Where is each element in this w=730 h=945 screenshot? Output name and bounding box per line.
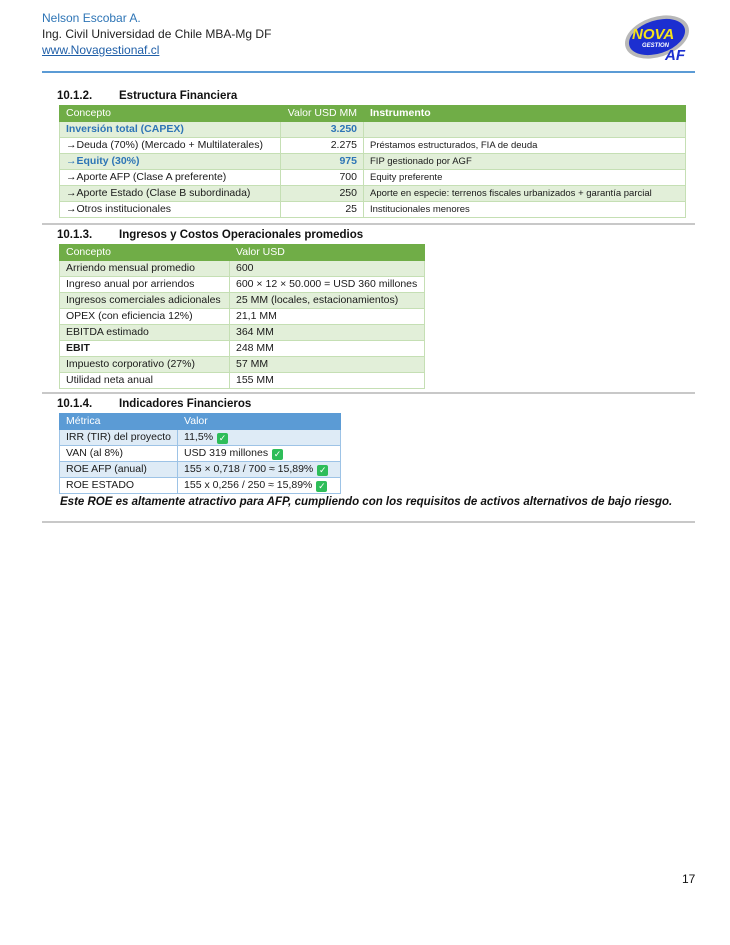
section-number: 10.1.3. — [57, 229, 93, 241]
cell-concepto: Inversión total (CAPEX) — [60, 122, 281, 138]
cell-concepto: Impuesto corporativo (27%) — [60, 357, 230, 373]
table-row — [60, 186, 686, 202]
logo-text-nova: NOVA — [632, 26, 675, 43]
cell-valor: 21,1 MM — [230, 309, 425, 325]
section-number: 10.1.4. — [57, 398, 93, 410]
column-header-concepto: Concepto — [60, 106, 281, 122]
cell-concepto: →Otros institucionales — [60, 202, 281, 218]
nova-gestion-logo — [623, 14, 695, 64]
table-row — [60, 138, 686, 154]
column-header-valor: Valor USD MM — [281, 106, 364, 122]
page-number: 17 — [682, 872, 696, 886]
cell-metrica: ROE ESTADO — [60, 478, 178, 494]
table-header-row — [60, 245, 425, 261]
check-icon: ✓ — [319, 465, 327, 475]
cell-concepto: OPEX (con eficiencia 12%) — [60, 309, 230, 325]
check-icon: ✓ — [318, 481, 326, 491]
header-divider — [42, 71, 695, 73]
page-header — [42, 10, 271, 58]
cell-valor: 25 MM (locales, estacionamientos) — [230, 293, 425, 309]
cell-valor — [178, 446, 341, 462]
cell-valor: 248 MM — [230, 341, 425, 357]
check-icon: ✓ — [273, 449, 282, 459]
website-link[interactable]: www.Novagestionaf.cl — [42, 43, 160, 57]
logo-text-af: AF — [665, 47, 685, 64]
table-row — [60, 202, 686, 218]
table-row — [60, 154, 686, 170]
cell-valor — [178, 478, 341, 494]
table-row — [60, 373, 425, 389]
cell-valor: 975 — [281, 154, 364, 170]
table-header-row — [60, 414, 341, 430]
cell-metrica: IRR (TIR) del proyecto — [60, 430, 178, 446]
cell-concepto: Ingreso anual por arriendos — [60, 277, 230, 293]
cell-instrumento: Aporte en especie: terrenos fiscales urbanizados + garantía parcial — [364, 186, 686, 202]
cell-valor: 2.275 — [281, 138, 364, 154]
table-row — [60, 122, 686, 138]
cell-concepto: →Aporte Estado (Clase B subordinada) — [60, 186, 281, 202]
cell-concepto: →Deuda (70%) (Mercado + Multilaterales) — [60, 138, 281, 154]
cell-concepto: Arriendo mensual promedio — [60, 261, 230, 277]
table-row — [60, 170, 686, 186]
cell-valor: 700 — [281, 170, 364, 186]
cell-instrumento: Equity preferente — [364, 170, 686, 186]
cell-valor: 155 MM — [230, 373, 425, 389]
section-divider — [42, 521, 695, 523]
cell-valor: 25 — [281, 202, 364, 218]
table-row — [60, 293, 425, 309]
column-header-metrica: Métrica — [60, 414, 178, 430]
ingresos-costos-table — [59, 244, 425, 389]
section-heading-estructura-financiera — [57, 90, 237, 102]
cell-concepto: Utilidad neta anual — [60, 373, 230, 389]
section-heading-indicadores — [57, 398, 251, 410]
cell-concepto: →Aporte AFP (Clase A preferente) — [60, 170, 281, 186]
check-icon: ✓ — [218, 433, 227, 443]
estructura-financiera-table — [59, 105, 686, 218]
cell-metrica: ROE AFP (anual) — [60, 462, 178, 478]
table-row — [60, 341, 425, 357]
section-title: Ingresos y Costos Operacionales promedios — [119, 229, 364, 241]
author-degree: Ing. Civil Universidad de Chile MBA-Mg DF — [42, 27, 272, 41]
table-row — [60, 478, 341, 494]
cell-valor — [178, 462, 341, 478]
table-row — [60, 430, 341, 446]
section-number: 10.1.2. — [57, 90, 93, 102]
cell-concepto: EBIT — [60, 341, 230, 357]
table-row — [60, 261, 425, 277]
column-header-valor: Valor — [178, 414, 341, 430]
cell-concepto: →Equity (30%) — [60, 154, 281, 170]
cell-valor: 3.250 — [281, 122, 364, 138]
cell-valor: 600 × 12 × 50.000 = USD 360 millones — [230, 277, 425, 293]
cell-valor: 250 — [281, 186, 364, 202]
author-name: Nelson Escobar A. — [42, 11, 141, 25]
table-row — [60, 446, 341, 462]
table-row — [60, 277, 425, 293]
table-row — [60, 357, 425, 373]
value-text: 155 × 0,718 / 700 ≈ 15,89% — [184, 463, 314, 475]
value-text: USD 319 millones — [184, 447, 269, 459]
section-divider — [42, 223, 695, 225]
cell-valor — [178, 430, 341, 446]
cell-concepto: Ingresos comerciales adicionales — [60, 293, 230, 309]
table-header-row — [60, 106, 686, 122]
section-title: Estructura Financiera — [119, 90, 238, 102]
section-title: Indicadores Financieros — [119, 398, 252, 410]
value-text: 11,5% — [184, 431, 214, 443]
cell-instrumento: FIP gestionado por AGF — [364, 154, 686, 170]
cell-concepto: EBITDA estimado — [60, 325, 230, 341]
roe-note: Este ROE es altamente atractivo para AFP, cumpliendo con los requisitos de activos alternativos de bajo riesgo. — [60, 496, 673, 508]
column-header-concepto: Concepto — [60, 245, 230, 261]
cell-instrumento: Institucionales menores — [364, 202, 686, 218]
table-row — [60, 325, 425, 341]
section-divider — [42, 392, 695, 394]
column-header-valor: Valor USD — [230, 245, 425, 261]
cell-instrumento — [364, 122, 686, 138]
cell-valor: 600 — [230, 261, 425, 277]
cell-instrumento: Préstamos estructurados, FIA de deuda — [364, 138, 686, 154]
logo-text-gestion: GESTION — [642, 43, 670, 49]
cell-valor: 57 MM — [230, 357, 425, 373]
indicadores-table — [59, 413, 341, 494]
section-heading-ingresos-costos — [57, 229, 363, 241]
table-row — [60, 462, 341, 478]
cell-valor: 364 MM — [230, 325, 425, 341]
column-header-instrumento: Instrumento — [364, 106, 686, 122]
value-text: 155 x 0,256 / 250 ≈ 15,89% — [184, 479, 313, 491]
table-row — [60, 309, 425, 325]
cell-metrica: VAN (al 8%) — [60, 446, 178, 462]
